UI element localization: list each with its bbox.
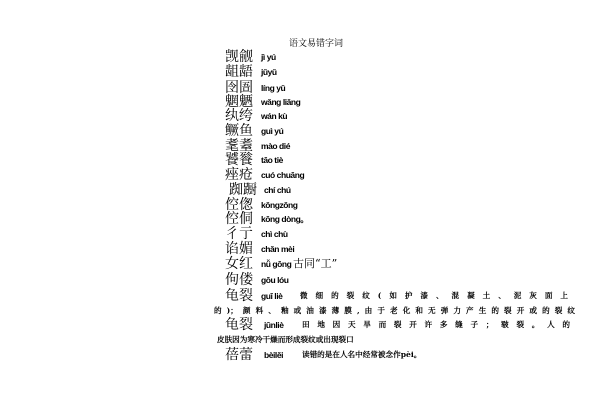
entry-pinyin: kōng dòng。 xyxy=(261,214,309,224)
entry-word: 龟裂 xyxy=(225,288,253,304)
entry-row xyxy=(0,108,600,124)
entry-pinyin: gōu lóu xyxy=(261,275,289,285)
entry-row xyxy=(0,123,600,139)
entry-row xyxy=(0,64,600,80)
entry-row xyxy=(0,317,600,333)
entry-row xyxy=(0,211,600,227)
entry-word: 耄耋 xyxy=(225,138,253,154)
entry-word: 纨绔 xyxy=(225,108,253,124)
entry-row xyxy=(0,288,600,304)
entry-pinyin: cuó chuāng xyxy=(261,170,305,180)
entry-word: 彳亍 xyxy=(225,226,253,242)
entry-word: 蓓蕾 xyxy=(225,347,253,363)
entry-row xyxy=(0,347,600,363)
entry-word: 踟蹰 xyxy=(229,182,257,198)
entry-row xyxy=(0,256,600,272)
entry-word: 鳜鱼 xyxy=(225,123,253,139)
entry-word: 倥偬 xyxy=(225,197,253,213)
entry-note: 古同“工” xyxy=(293,257,338,270)
entry-row xyxy=(0,167,600,183)
entry-pinyin: wǎng liǎng xyxy=(261,97,301,107)
entry-word: 倥侗 xyxy=(225,211,253,227)
entry-pinyin: tāo tiè xyxy=(261,155,283,165)
entry-row xyxy=(0,182,600,198)
entry-word: 囹圄 xyxy=(225,80,253,96)
entry-pinyin: nǚ gōng xyxy=(261,259,292,269)
entry-pinyin: kǒngzǒng xyxy=(261,200,298,210)
entry-word: 饕餮 xyxy=(225,152,253,168)
entry-row xyxy=(0,272,600,288)
entry-note: 田地因天旱而裂开许多缝子；皲裂。人的 xyxy=(302,320,570,329)
entry-pinyin: bèilěi xyxy=(264,350,284,360)
entry-pinyin: chǎn mèi xyxy=(261,244,295,254)
entry-pinyin: guì yú xyxy=(261,126,284,136)
entry-pinyin: líng yǔ xyxy=(261,83,286,93)
entry-row xyxy=(0,49,600,65)
entry-pinyin: jì yú xyxy=(261,52,276,62)
entry-note-continued: 的)；颜料、釉或油漆薄膜,由于老化和无弹力产生的裂开或的裂纹 xyxy=(214,306,575,315)
entry-note: 读错的是在人名中经常被念作pèi。 xyxy=(302,350,422,359)
entry-word: 佝偻 xyxy=(225,272,253,288)
entry-pinyin: mào dié xyxy=(261,141,290,151)
entry-note: 微细的裂纹(如护漆、混凝土、泥灰面上 xyxy=(300,291,568,300)
entry-row xyxy=(0,241,600,257)
document-title: 语文易错字词 xyxy=(289,39,344,49)
entry-note-row xyxy=(0,332,600,348)
entry-word: 龃龉 xyxy=(225,64,253,80)
entry-pinyin: chí chú xyxy=(264,185,291,195)
entry-pinyin: guī liè xyxy=(261,291,283,301)
entry-word: 觊觎 xyxy=(225,49,253,65)
entry-pinyin: jǔyǔ xyxy=(261,67,277,77)
entry-row xyxy=(0,226,600,242)
entry-pinyin: wán kù xyxy=(261,111,288,121)
entry-word: 龟裂 xyxy=(225,317,253,333)
entry-word: 痤疮 xyxy=(225,167,253,183)
entry-word: 谄媚 xyxy=(225,241,253,257)
entry-word: 魍魉 xyxy=(225,94,253,110)
entry-pinyin: jūnliè xyxy=(264,320,284,330)
entry-row xyxy=(0,152,600,168)
entry-word: 女红 xyxy=(225,256,253,272)
entry-pinyin: chì chù xyxy=(261,229,288,239)
entry-note-continued: 皮肤因为寒冷干燥而形成裂纹或出现裂口 xyxy=(217,335,354,344)
